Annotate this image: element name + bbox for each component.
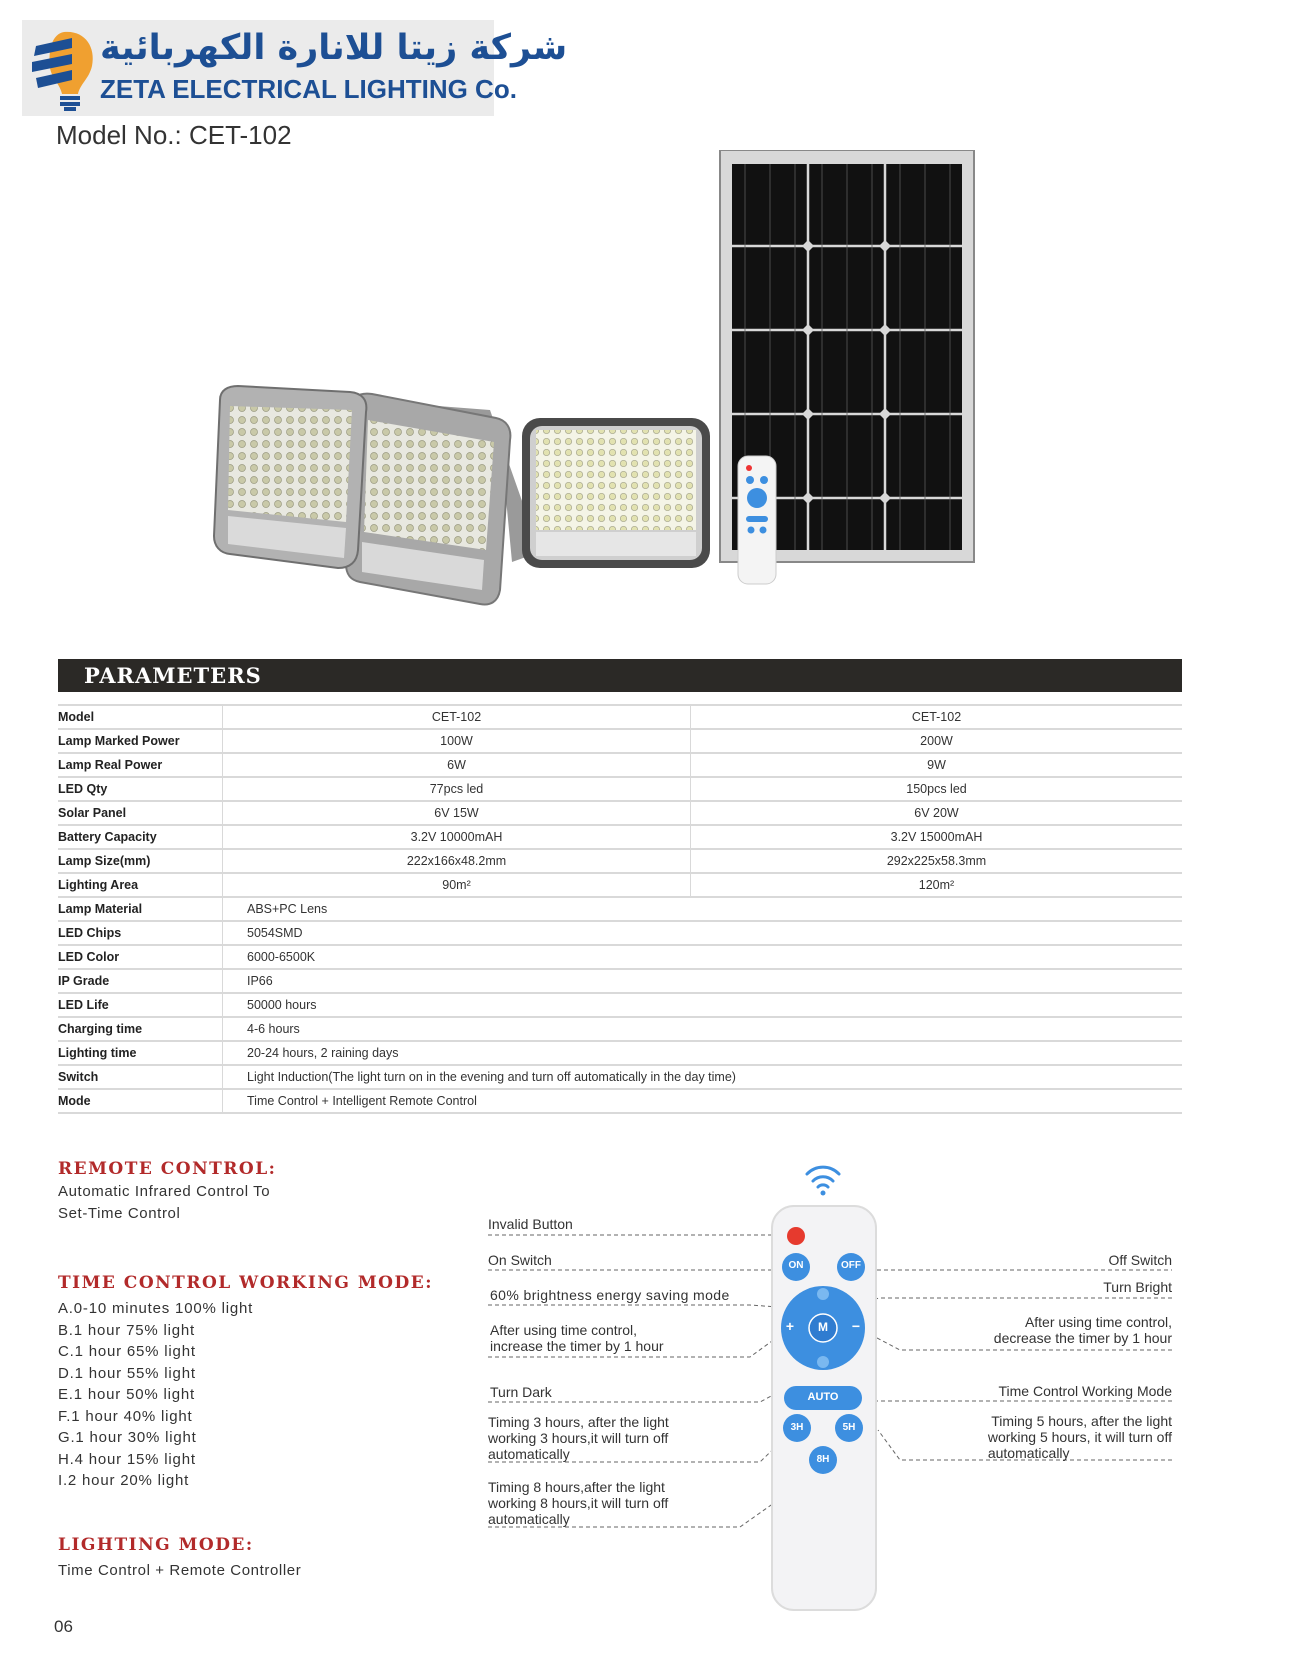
row-label: Lighting time bbox=[58, 1041, 223, 1065]
remote-control-line: Set-Time Control bbox=[58, 1205, 181, 1222]
bright-icon[interactable] bbox=[817, 1288, 829, 1300]
value-200w: 200W bbox=[691, 729, 1183, 753]
annotation-line: working 5 hours, it will turn off bbox=[987, 1429, 1172, 1445]
table-row bbox=[58, 825, 1182, 849]
value-200w: 120m² bbox=[691, 873, 1183, 897]
row-label: Lamp Marked Power bbox=[58, 729, 223, 753]
annotation-turn-bright: Turn Bright bbox=[1103, 1279, 1172, 1295]
value-100w: 3.2V 10000mAH bbox=[223, 825, 691, 849]
floodlight-100w-icon bbox=[346, 394, 540, 605]
shared-value: 20-24 hours, 2 raining days bbox=[223, 1041, 1183, 1065]
row-label: Model bbox=[58, 705, 223, 729]
wireless-signal-icon bbox=[807, 1167, 839, 1195]
shared-value: 5054SMD bbox=[223, 921, 1183, 945]
m-button-label[interactable]: M bbox=[818, 1320, 828, 1334]
table-row bbox=[58, 873, 1182, 897]
table-row bbox=[58, 705, 1182, 729]
list-item: A.0-10 minutes 100% light bbox=[58, 1300, 254, 1317]
table-row bbox=[58, 993, 1182, 1017]
on-button-label[interactable]: ON bbox=[788, 1260, 804, 1271]
annotation-line: Timing 3 hours, after the light bbox=[488, 1414, 669, 1430]
remote-thumbnail-icon bbox=[738, 456, 776, 584]
row-label: Mode bbox=[58, 1089, 223, 1113]
value-200w: 150pcs led bbox=[691, 777, 1183, 801]
table-row bbox=[58, 945, 1182, 969]
annotation-line: Timing 8 hours,after the light bbox=[488, 1479, 665, 1495]
dark-icon[interactable] bbox=[817, 1356, 829, 1368]
list-item: B.1 hour 75% light bbox=[58, 1321, 195, 1339]
annotation-line: automatically bbox=[488, 1511, 570, 1527]
timer-8h-label[interactable]: 8H bbox=[816, 1454, 830, 1465]
row-label: Battery Capacity bbox=[58, 825, 223, 849]
value-200w: CET-102 bbox=[691, 705, 1183, 729]
row-label: LED Chips bbox=[58, 921, 223, 945]
annotation-energy-saving: 60% brightness energy saving mode bbox=[490, 1287, 730, 1303]
row-label: Lighting Area bbox=[58, 873, 223, 897]
plus-icon[interactable]: + bbox=[785, 1318, 795, 1334]
shared-value: ABS+PC Lens bbox=[223, 897, 1183, 921]
annotation-off-switch: Off Switch bbox=[1108, 1252, 1172, 1268]
annotation-on-switch: On Switch bbox=[488, 1252, 552, 1268]
annotation-line: working 3 hours,it will turn off bbox=[488, 1430, 669, 1446]
timer-5h-label[interactable]: 5H bbox=[842, 1422, 856, 1433]
annotation-line: working 8 hours,it will turn off bbox=[488, 1495, 669, 1511]
row-label: Solar Panel bbox=[58, 801, 223, 825]
bulb-logo-icon bbox=[26, 24, 98, 112]
annotation-decrease-timer bbox=[994, 1314, 1172, 1346]
value-100w: 90m² bbox=[223, 873, 691, 897]
time-control-heading: TIME CONTROL WORKING MODE: bbox=[58, 1273, 433, 1293]
table-row bbox=[58, 1065, 1182, 1089]
timer-3h-label[interactable]: 3H bbox=[790, 1422, 804, 1433]
value-100w: 6V 15W bbox=[223, 801, 691, 825]
value-100w: CET-102 bbox=[223, 705, 691, 729]
page-number: 06 bbox=[54, 1617, 73, 1636]
shared-value: 6000-6500K bbox=[223, 945, 1183, 969]
parameters-table bbox=[58, 704, 1182, 1114]
table-row bbox=[58, 1041, 1182, 1065]
row-label: Lamp Material bbox=[58, 897, 223, 921]
list-item: G.1 hour 30% light bbox=[58, 1429, 197, 1446]
invalid-button[interactable] bbox=[787, 1227, 805, 1245]
table-row bbox=[58, 969, 1182, 993]
annotation-time-control-mode: Time Control Working Mode bbox=[998, 1383, 1172, 1399]
row-label: IP Grade bbox=[58, 969, 223, 993]
annotation-line: automatically bbox=[488, 1446, 570, 1462]
table-row bbox=[58, 801, 1182, 825]
value-200w: 6V 20W bbox=[691, 801, 1183, 825]
shared-value: Time Control + Intelligent Remote Control bbox=[223, 1089, 1183, 1113]
list-item: D.1 hour 55% light bbox=[58, 1364, 196, 1382]
annotation-line: decrease the timer by 1 hour bbox=[993, 1330, 1172, 1346]
table-row bbox=[58, 753, 1182, 777]
annotation-line: After using time control, bbox=[1024, 1314, 1172, 1330]
table-row bbox=[58, 849, 1182, 873]
row-label: LED Color bbox=[58, 945, 223, 969]
parameters-title: PARAMETERS bbox=[84, 663, 262, 688]
shared-value: 4-6 hours bbox=[223, 1017, 1183, 1041]
table-row bbox=[58, 777, 1182, 801]
auto-button-label[interactable]: AUTO bbox=[807, 1391, 839, 1403]
annotation-line: After using time control, bbox=[490, 1322, 638, 1338]
list-item: I.2 hour 20% light bbox=[58, 1472, 190, 1489]
floodlight-200w-icon bbox=[214, 386, 366, 568]
annotation-invalid-button: Invalid Button bbox=[488, 1216, 573, 1232]
annotation-timer-5h bbox=[988, 1413, 1172, 1461]
table-row bbox=[58, 1089, 1182, 1113]
table-row bbox=[58, 1017, 1182, 1041]
row-label: LED Qty bbox=[58, 777, 223, 801]
model-number: Model No.: CET-102 bbox=[56, 120, 292, 150]
annotation-turn-dark: Turn Dark bbox=[490, 1384, 552, 1400]
row-label: LED Life bbox=[58, 993, 223, 1017]
remote-control-line: Automatic Infrared Control To bbox=[58, 1183, 271, 1200]
value-100w: 100W bbox=[223, 729, 691, 753]
list-item: E.1 hour 50% light bbox=[58, 1386, 195, 1403]
row-label: Lamp Real Power bbox=[58, 753, 223, 777]
product-photo bbox=[200, 150, 1040, 610]
annotation-increase-timer bbox=[490, 1322, 664, 1354]
table-row bbox=[58, 729, 1182, 753]
shared-value: Light Induction(The light turn on in the evening and turn off automatically in the day time) bbox=[223, 1065, 1183, 1089]
company-name-arabic: شركة زيتا للانارة الكهربائية bbox=[100, 28, 568, 68]
lighting-mode-text: Time Control + Remote Controller bbox=[58, 1562, 302, 1579]
shared-value: IP66 bbox=[223, 969, 1183, 993]
minus-icon[interactable]: − bbox=[851, 1318, 861, 1334]
row-label: Lamp Size(mm) bbox=[58, 849, 223, 873]
annotation-line: automatically bbox=[987, 1445, 1070, 1461]
lighting-mode-heading: LIGHTING MODE: bbox=[58, 1535, 254, 1555]
table-row bbox=[58, 897, 1182, 921]
value-200w: 9W bbox=[691, 753, 1183, 777]
value-200w: 3.2V 15000mAH bbox=[691, 825, 1183, 849]
floodlight-front-icon bbox=[522, 418, 710, 568]
annotation-line: increase the timer by 1 hour bbox=[490, 1338, 664, 1354]
value-100w: 222x166x48.2mm bbox=[223, 849, 691, 873]
list-item: C.1 hour 65% light bbox=[58, 1343, 196, 1360]
value-100w: 77pcs led bbox=[223, 777, 691, 801]
list-item: F.1 hour 40% light bbox=[58, 1407, 193, 1425]
row-label: Charging time bbox=[58, 1017, 223, 1041]
list-item: H.4 hour 15% light bbox=[58, 1450, 196, 1468]
annotation-line: Timing 5 hours, after the light bbox=[991, 1413, 1172, 1429]
annotation-timer-8h bbox=[488, 1479, 668, 1527]
company-name-english: ZETA ELECTRICAL LIGHTING Co. bbox=[100, 74, 517, 104]
annotation-timer-3h bbox=[488, 1414, 669, 1462]
shared-value: 50000 hours bbox=[223, 993, 1183, 1017]
remote-control-heading: REMOTE CONTROL: bbox=[58, 1159, 277, 1179]
off-button-label[interactable]: OFF bbox=[841, 1260, 861, 1271]
value-100w: 6W bbox=[223, 753, 691, 777]
value-200w: 292x225x58.3mm bbox=[691, 849, 1183, 873]
table-row bbox=[58, 921, 1182, 945]
row-label: Switch bbox=[58, 1065, 223, 1089]
